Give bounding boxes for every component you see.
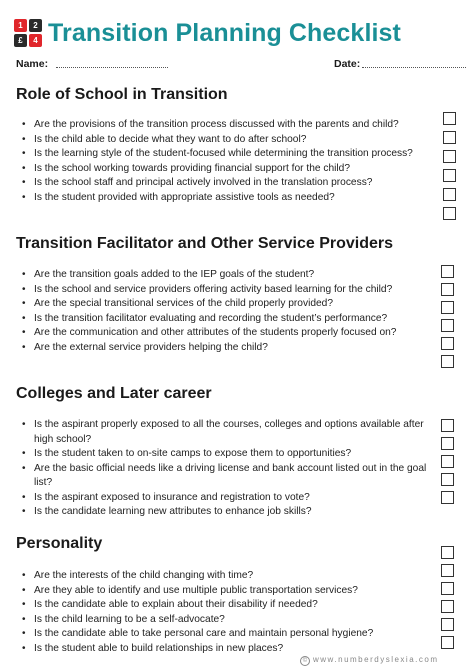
date-label: Date: (334, 58, 361, 70)
checklist-colleges-career (20, 418, 432, 520)
logo-cell-1: 1 (14, 19, 27, 32)
checklist-role-of-school (20, 118, 432, 205)
checkbox[interactable] (441, 564, 454, 577)
list-item: • Are the external service providers helping the child? (20, 341, 432, 356)
logo-cell-4: 4 (29, 34, 42, 47)
checkbox[interactable] (441, 600, 454, 613)
list-item: • Is the transition facilitator evaluating and recording the student’s performance? (20, 312, 432, 327)
section-title-personality: Personality (16, 535, 103, 552)
list-item: • Is the candidate learning new attributes to enhance job skills? (20, 505, 432, 520)
checkbox[interactable] (441, 319, 454, 332)
checkbox[interactable] (443, 207, 456, 220)
checkbox[interactable] (441, 618, 454, 631)
list-item: • Are the special transitional services of the child properly provided? (20, 297, 432, 312)
checkbox[interactable] (441, 337, 454, 350)
list-item: • Is the school and service providers offering activity based learning for the child? (20, 283, 432, 298)
checkbox[interactable] (441, 546, 454, 559)
checkbox[interactable] (441, 283, 454, 296)
checkbox[interactable] (441, 455, 454, 468)
header (14, 16, 464, 50)
date-field[interactable] (362, 67, 466, 68)
list-item: • Is the aspirant exposed to insurance and registration to vote? (20, 491, 432, 506)
list-item: • Are the provisions of the transition process discussed with the parents and child? (20, 118, 432, 133)
list-item: • Are the interests of the child changing with time? (20, 569, 432, 584)
section-title-colleges-career: Colleges and Later career (16, 385, 212, 402)
copyright-icon: © (300, 656, 310, 666)
checkbox[interactable] (441, 473, 454, 486)
checkbox[interactable] (441, 636, 454, 649)
checkbox[interactable] (443, 112, 456, 125)
checkbox[interactable] (441, 582, 454, 595)
list-item: • Is the student provided with appropriate assistive tools as needed? (20, 191, 432, 206)
footer (300, 655, 438, 666)
list-item: • Are they able to identify and use multiple public transportation services? (20, 584, 432, 599)
list-item: • Is the aspirant properly exposed to all the courses, colleges and options available after high school? (20, 418, 432, 447)
list-item: • Are the basic official needs like a driving license and bank account listed out in the goal list? (20, 462, 432, 491)
checkbox[interactable] (441, 355, 454, 368)
section-title-role-of-school: Role of School in Transition (16, 86, 228, 103)
checkbox[interactable] (443, 169, 456, 182)
form-fields (16, 58, 462, 72)
checkbox[interactable] (443, 150, 456, 163)
list-item: • Are the transition goals added to the IEP goals of the student? (20, 268, 432, 283)
logo-icon (14, 19, 42, 47)
checkbox[interactable] (443, 131, 456, 144)
logo-cell-3: £ (14, 34, 27, 47)
checkbox[interactable] (441, 301, 454, 314)
name-field[interactable] (56, 67, 168, 68)
list-item: • Are the communication and other attributes of the students properly focused on? (20, 326, 432, 341)
footer-site: www.numberdyslexia.com (313, 655, 439, 664)
list-item: • Is the school working towards providing financial support for the child? (20, 162, 432, 177)
page-title: Transition Planning Checklist (48, 18, 401, 47)
checkbox[interactable] (443, 188, 456, 201)
checkbox[interactable] (441, 491, 454, 504)
name-label: Name: (16, 58, 49, 70)
checkbox[interactable] (441, 437, 454, 450)
checkbox[interactable] (441, 419, 454, 432)
section-title-transition-facilitator: Transition Facilitator and Other Service Providers (16, 235, 394, 252)
list-item: • Is the learning style of the student-focused while determining the transition process? (20, 147, 432, 162)
list-item: • Is the candidate able to explain about their disability if needed? (20, 598, 432, 613)
list-item: • Is the child able to decide what they want to do after school? (20, 133, 432, 148)
logo-cell-2: 2 (29, 19, 42, 32)
list-item: • Is the student able to build relationships in new places? (20, 642, 432, 657)
checkbox[interactable] (441, 265, 454, 278)
list-item: • Is the candidate able to take personal care and maintain personal hygiene? (20, 627, 432, 642)
list-item: • Is the student taken to on-site camps to expose them to opportunities? (20, 447, 432, 462)
list-item: • Is the child learning to be a self-advocate? (20, 613, 432, 628)
checklist-transition-facilitator (20, 268, 432, 355)
list-item: • Is the school staff and principal actively involved in the translation process? (20, 176, 432, 191)
checklist-personality (20, 569, 432, 656)
